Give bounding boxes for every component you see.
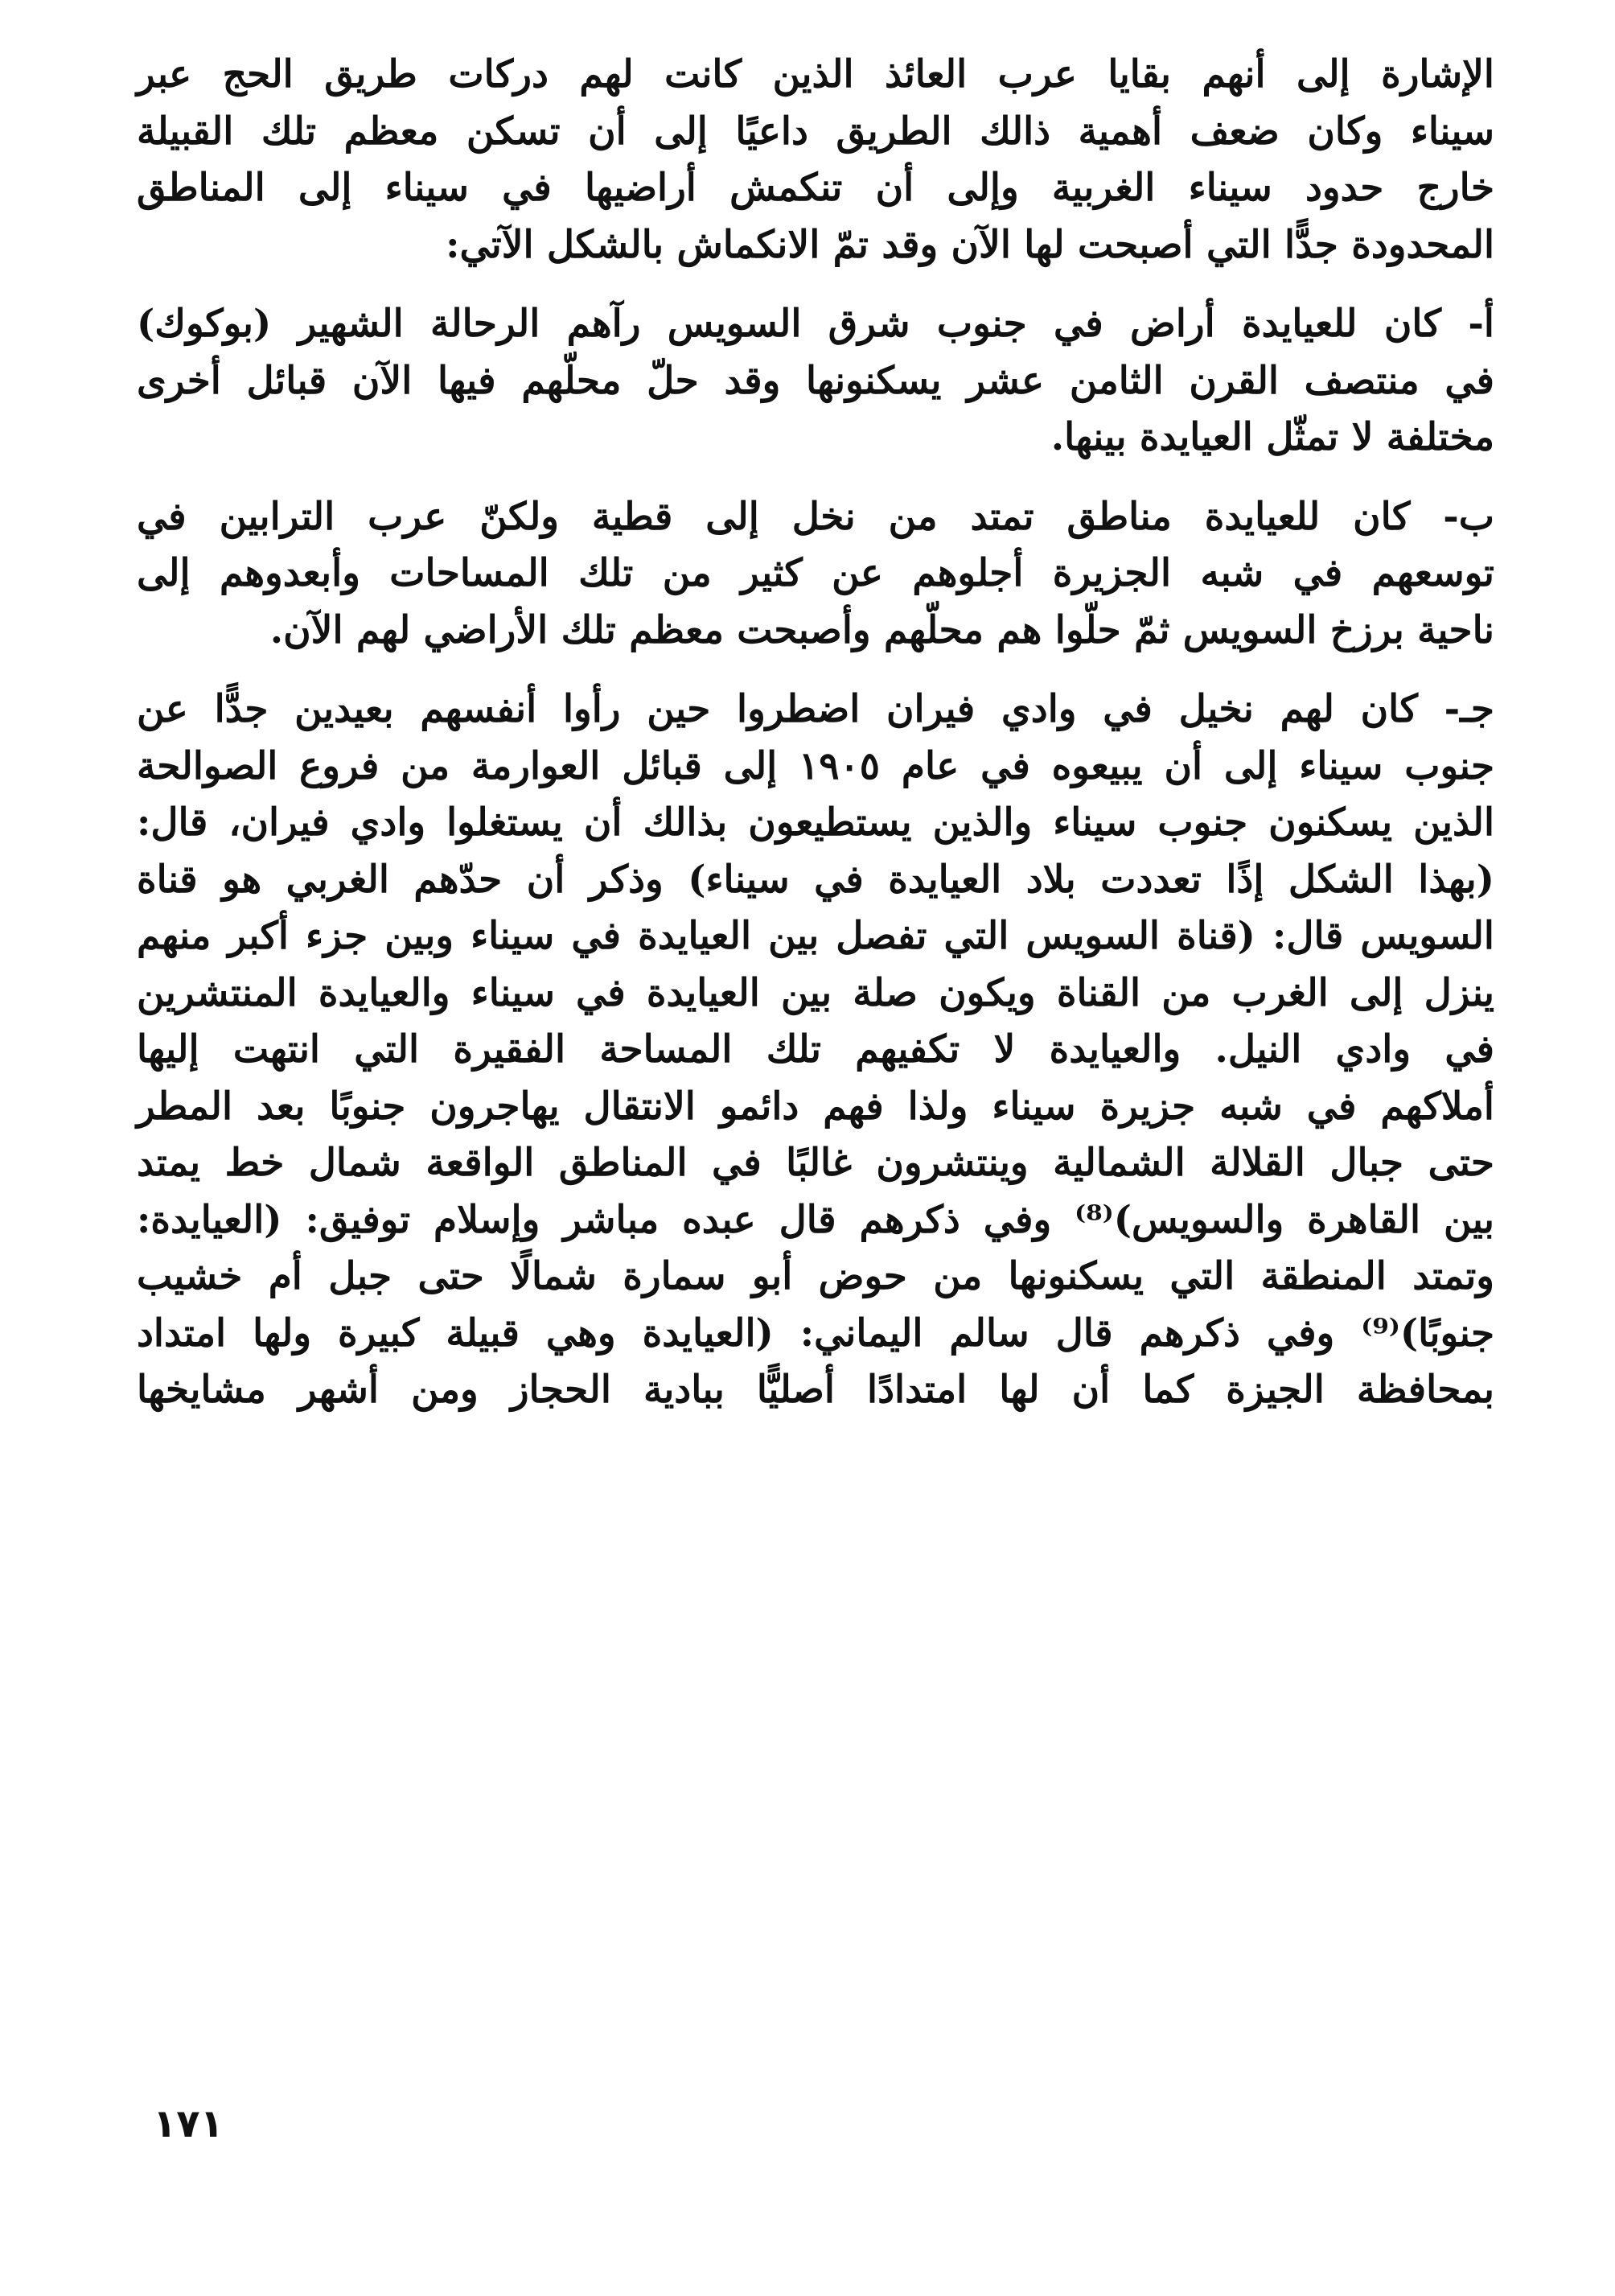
paragraph-intro: [137, 47, 1494, 274]
text-line: أ- كان للعيايدة أراض في جنوب شرق السويس رآهم الرحالة الشهير (بوكوك): [137, 302, 1494, 346]
text-line: في وادي النيل. والعيايدة لا تكفيهم تلك المساحة الفقيرة التي انتهت إليها: [137, 1027, 1494, 1072]
text-line: في منتصف القرن الثامن عشر يسكنونها وقد حلّ محلّهم فيها الآن قبائل أخرى: [137, 358, 1494, 403]
text-line: سيناء وكان ضعف أهمية ذالك الطريق داعيًا إلى أن تسكن معظم تلك القبيلة: [137, 109, 1494, 154]
text-line: المحدودة جدًّا التي أصبحت لها الآن وقد تمّ الانكماش بالشكل الآتي:: [446, 222, 1494, 267]
text-line: ينزل إلى الغرب من القناة ويكون صلة بين العيايدة في سيناء والعيايدة المنتشرين: [137, 970, 1494, 1015]
text-line: ناحية برزخ السويس ثمّ حلّوا هم محلّهم وأصبحت معظم تلك الأراضي لهم الآن.: [269, 607, 1494, 652]
text-line: جـ- كان لهم نخيل في وادي فيران اضطروا حين رأوا أنفسهم بعيدين جدًّا عن: [137, 687, 1494, 731]
text-line: أملاكهم في شبه جزيرة سيناء ولذا فهم دائمو الانتقال يهاجرون جنوبًا بعد المطر: [137, 1084, 1494, 1129]
page-number: ١٧١: [153, 2101, 224, 2146]
text-line: (بهذا الشكل إذًا تعددت بلاد العيايدة في سيناء) وذكر أن حدّهم الغربي هو قناة: [137, 857, 1494, 902]
text-line: وتمتد المنطقة التي يسكنونها من حوض أبو سمارة شمالًا حتى جبل أم خشيب: [137, 1254, 1494, 1298]
text-line: توسعهم في شبه الجزيرة أجلوهم عن كثير من تلك المساحات وأبعدوهم إلى: [137, 551, 1494, 595]
text-line: جنوب سيناء إلى أن يبيعوه في عام ١٩٠٥ إلى قبائل العوارمة من فروع الصوالحة: [137, 743, 1494, 788]
text-line: بمحافظة الجيزة كما أن لها امتدادًا أصليًّا ببادية الحجاز ومن أشهر مشايخها: [137, 1368, 1494, 1412]
paragraph-item-a: [137, 296, 1494, 467]
paragraph-item-c: [137, 681, 1494, 1419]
paragraph-item-b: [137, 489, 1494, 660]
text-line: بين القاهرة والسويس)⁽⁸⁾ وفي ذكرهم قال عبده مباشر وإسلام توفيق: (العيايدة:: [137, 1197, 1494, 1242]
text-line: الذين يسكنون جنوب سيناء والذين يستطيعون بذالك أن يستغلوا وادي فيران، قال:: [137, 800, 1494, 845]
text-line: خارج حدود سيناء الغربية وإلى أن تنكمش أراضيها في سيناء إلى المناطق: [137, 166, 1495, 210]
text-line: الإشارة إلى أنهم بقايا عرب العائذ الذين كانت لهم دركات طريق الحج عبر: [137, 52, 1494, 97]
text-line: السويس قال: (قناة السويس التي تفصل بين العيايدة في سيناء وبين جزء أكبر منهم: [137, 914, 1494, 958]
text-line: ب- كان للعيايدة مناطق تمتد من نخل إلى قطية ولكنّ عرب الترابين في: [137, 494, 1494, 539]
text-line: جنوبًا)⁽⁹⁾ وفي ذكرهم قال سالم اليماني: (العيايدة وهي قبيلة كبيرة ولها امتداد: [137, 1311, 1494, 1356]
text-line: مختلفة لا تمثّل العيايدة بينها.: [1050, 415, 1494, 459]
body-text: [137, 47, 1494, 1419]
text-line: حتى جبال القلالة الشمالية وينتشرون غالبًا في المناطق الواقعة شمال خط يمتد: [137, 1141, 1494, 1185]
